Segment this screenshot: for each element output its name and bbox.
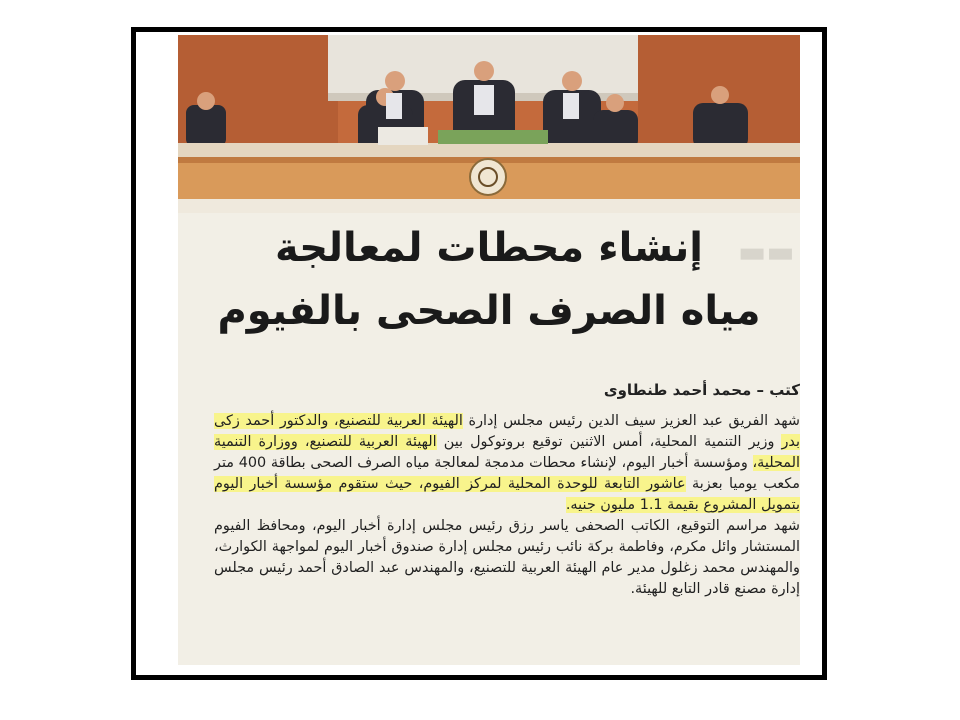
signing-ceremony-photo — [178, 35, 800, 213]
paragraph-2: شهد مراسم التوقيع، الكاتب الصحفى ياسر رزق رئيس مجلس إدارة أخبار اليوم، ومحافظ الفيوم المستشار وائل مكرم، وفاطمة بركة نائب رئيس مجلس إدارة صندوق أخبار اليوم لمواجهة الكوارث، والمهندس محمد زغلول مدير عام الهيئة العربية للتصنيع، والمهندس عبد الصادق أحمد رئيس مجلس إدارة مصنع قادر التابع للهيئة. — [214, 518, 800, 597]
highlighted-text: الهيئة العربية للتصنيع، والدكتور أحمد زكى بدر — [214, 413, 800, 450]
headline-line-1: إنشاء محطات لمعالجة — [274, 225, 704, 271]
highlighted-text: عاشور التابعة للوحدة المحلية لمركز الفيوم، حيث ستقوم مؤسسة أخبار اليوم بتمويل المشروع بقيمة 1.1 مليون جنيه. — [214, 476, 800, 513]
newspaper-clipping — [178, 35, 800, 665]
paragraph-1-part-a: شهد الفريق عبد العزيز سيف الدين رئيس مجلس إدارة — [462, 413, 800, 429]
paragraph-1-part-c: ومؤسسة أخبار اليوم، لإنشاء محطات مدمجة لمعالجة مياه الصرف الصحى بطاقة 400 متر مكعب يوميا بعزبة — [214, 455, 800, 492]
paragraph-1 — [214, 411, 800, 516]
article-body — [214, 411, 800, 600]
bleed-through-text: ▬▬ — [738, 235, 795, 270]
headline-line-2: مياه الصرف الصحى بالفيوم — [217, 288, 761, 334]
highlighted-text: الهيئة العربية للتصنيع، ووزارة التنمية المحلية، — [214, 434, 800, 471]
byline: كتب – محمد أحمد طنطاوى — [603, 381, 800, 399]
paragraph-1-part-b: وزير التنمية المحلية، أمس الاثنين توقيع بروتوكول بين — [436, 434, 782, 450]
